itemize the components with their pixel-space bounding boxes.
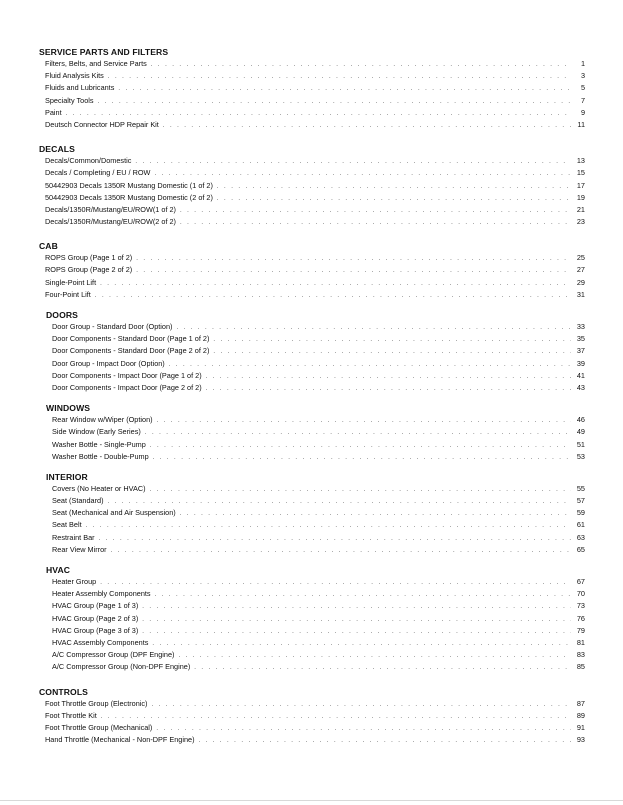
toc-entry[interactable] bbox=[46, 544, 585, 556]
toc-entry[interactable] bbox=[46, 414, 585, 426]
toc-entry-label: Foot Throttle Group (Electronic) bbox=[45, 698, 148, 708]
dot-leader bbox=[163, 120, 571, 132]
toc-entry-page-number: 5 bbox=[580, 83, 585, 93]
toc-entry[interactable] bbox=[46, 600, 585, 612]
toc-entry-page-number: 51 bbox=[576, 439, 585, 449]
toc-entry-label: A/C Compressor Group (DPF Engine) bbox=[52, 650, 175, 660]
toc-entry[interactable] bbox=[46, 532, 585, 544]
toc-entry-page-number: 65 bbox=[576, 544, 585, 554]
toc-entry[interactable] bbox=[39, 204, 585, 216]
toc-entry-label: A/C Compressor Group (Non-DPF Engine) bbox=[52, 662, 191, 672]
section-title: DECALS bbox=[39, 144, 75, 155]
toc-entry[interactable] bbox=[46, 451, 585, 463]
toc-entry-page-number: 21 bbox=[576, 204, 585, 214]
toc-subsection bbox=[46, 402, 585, 463]
dot-leader bbox=[199, 735, 571, 747]
toc-entry-label: 50442903 Decals 1350R Mustang Domestic (1 of 2) bbox=[45, 180, 213, 190]
dot-leader bbox=[111, 545, 571, 557]
toc-section bbox=[39, 686, 585, 747]
toc-entry[interactable] bbox=[39, 216, 585, 228]
page-bottom-rule bbox=[0, 800, 623, 801]
toc-entry-label: Decals/Common/Domestic bbox=[45, 156, 132, 166]
toc-entry-label: Hand Throttle (Mechanical - Non-DPF Engine) bbox=[45, 735, 195, 745]
toc-entry-label: Heater Group bbox=[52, 577, 97, 586]
toc-entry-label: Fluids and Lubricants bbox=[45, 83, 115, 93]
dot-leader bbox=[206, 383, 571, 395]
toc-entry-label: ROPS Group (Page 1 of 2) bbox=[45, 253, 133, 263]
subsection-title: HVAC bbox=[46, 565, 71, 575]
toc-entry[interactable] bbox=[39, 180, 585, 192]
toc-entry[interactable] bbox=[46, 333, 585, 345]
section-title: CONTROLS bbox=[39, 686, 89, 697]
dot-leader bbox=[95, 290, 571, 302]
toc-entry[interactable] bbox=[46, 439, 585, 451]
subsection-title: WINDOWS bbox=[46, 403, 91, 414]
toc-entry[interactable] bbox=[39, 698, 585, 710]
toc-entry[interactable] bbox=[39, 155, 585, 167]
dot-leader bbox=[194, 662, 571, 674]
toc-entry-page-number: 70 bbox=[576, 589, 585, 599]
toc-entry-label: Seat (Standard) bbox=[52, 496, 104, 506]
toc-entry[interactable] bbox=[46, 321, 585, 333]
toc-entry-page-number: 59 bbox=[576, 508, 585, 518]
toc-entry[interactable] bbox=[46, 345, 585, 357]
toc-entry-page-number: 73 bbox=[576, 601, 585, 611]
toc-entry-label: Decals/1350R/Mustang/EU/ROW(1 of 2) bbox=[45, 204, 176, 214]
toc-entry[interactable] bbox=[46, 588, 585, 600]
toc-entry-page-number: 53 bbox=[576, 451, 585, 461]
toc-entry[interactable] bbox=[39, 167, 585, 179]
toc-entry-page-number: 37 bbox=[576, 346, 585, 356]
toc-entry-label: Specialty Tools bbox=[45, 95, 94, 105]
toc-entry-page-number: 57 bbox=[576, 496, 585, 506]
toc-entry-page-number: 83 bbox=[576, 650, 585, 660]
dot-leader bbox=[153, 452, 571, 464]
toc-entry-page-number: 27 bbox=[576, 265, 585, 275]
toc-entry[interactable] bbox=[39, 722, 585, 734]
toc-entry[interactable] bbox=[39, 70, 585, 82]
toc-entry-label: Door Components - Impact Door (Page 2 of 2) bbox=[52, 382, 202, 392]
toc-entry-label: Deutsch Connector HDP Repair Kit bbox=[45, 119, 159, 129]
toc-section bbox=[39, 143, 585, 228]
toc-entry-page-number: 61 bbox=[576, 520, 585, 530]
toc-entry[interactable] bbox=[46, 625, 585, 637]
toc-entry-label: Side Window (Early Series) bbox=[52, 427, 141, 437]
toc-entry-page-number: 33 bbox=[576, 322, 585, 331]
toc-entry-label: Door Components - Standard Door (Page 1 of 2) bbox=[52, 334, 210, 344]
toc-entry[interactable] bbox=[39, 95, 585, 107]
toc-entry-page-number: 23 bbox=[576, 217, 585, 227]
toc-entry-label: Washer Bottle - Single-Pump bbox=[52, 439, 146, 449]
dot-leader bbox=[180, 217, 571, 229]
toc-entry-page-number: 25 bbox=[576, 253, 585, 263]
toc-entry-label: Rear Window w/Wiper (Option) bbox=[52, 415, 153, 425]
toc-entry-label: HVAC Group (Page 1 of 3) bbox=[52, 601, 139, 611]
toc-entry-label: HVAC Group (Page 2 of 3) bbox=[52, 613, 139, 623]
subsection-title: DOORS bbox=[46, 310, 79, 320]
toc-entry-page-number: 13 bbox=[576, 156, 585, 166]
toc-entry-label: Foot Throttle Group (Mechanical) bbox=[45, 722, 153, 732]
toc-entry-page-number: 93 bbox=[576, 735, 585, 745]
toc-entry-label: Heater Assembly Components bbox=[52, 589, 151, 599]
toc-entry-page-number: 39 bbox=[576, 358, 585, 368]
toc-entry-label: Paint bbox=[45, 107, 62, 117]
toc-entry-label: 50442903 Decals 1350R Mustang Domestic (2 of 2) bbox=[45, 192, 213, 202]
toc-entry-label: Seat Belt bbox=[52, 520, 82, 530]
toc-entry[interactable] bbox=[46, 370, 585, 382]
toc-subsection bbox=[46, 471, 585, 556]
toc-entry-page-number: 7 bbox=[580, 95, 585, 105]
toc-entry-label: Restraint Bar bbox=[52, 532, 95, 542]
toc-entry-page-number: 1 bbox=[580, 59, 585, 68]
toc-entry-page-number: 3 bbox=[580, 71, 585, 81]
toc-entry-label: Door Group - Standard Door (Option) bbox=[52, 322, 173, 331]
toc-entry[interactable] bbox=[39, 264, 585, 276]
toc-entry[interactable] bbox=[46, 426, 585, 438]
toc-entry-page-number: 67 bbox=[576, 577, 585, 586]
toc-entry[interactable] bbox=[46, 649, 585, 661]
toc-entry-label: Door Components - Impact Door (Page 1 of 2) bbox=[52, 370, 202, 380]
toc-entry[interactable] bbox=[46, 495, 585, 507]
toc-entry-label: ROPS Group (Page 2 of 2) bbox=[45, 265, 133, 275]
toc-entry-page-number: 43 bbox=[576, 382, 585, 392]
toc-entry-page-number: 81 bbox=[576, 637, 585, 647]
section-title: SERVICE PARTS AND FILTERS bbox=[39, 47, 169, 57]
toc-entry[interactable] bbox=[46, 382, 585, 394]
toc-entry[interactable] bbox=[46, 507, 585, 519]
toc-entry-page-number: 35 bbox=[576, 334, 585, 344]
toc-entry[interactable] bbox=[46, 576, 585, 588]
toc-entry-page-number: 46 bbox=[576, 415, 585, 425]
toc-entry-page-number: 87 bbox=[576, 698, 585, 708]
toc-entry-label: Rear View Mirror bbox=[52, 544, 107, 554]
toc-entry-page-number: 41 bbox=[576, 370, 585, 380]
toc-entry-label: Seat (Mechanical and Air Suspension) bbox=[52, 508, 176, 518]
toc-entry-page-number: 49 bbox=[576, 427, 585, 437]
toc-entry[interactable] bbox=[46, 519, 585, 531]
toc-entry-page-number: 15 bbox=[576, 168, 585, 178]
toc-section bbox=[39, 46, 585, 131]
toc-entry-label: Decals / Completing / EU / ROW bbox=[45, 168, 151, 178]
toc-entry[interactable] bbox=[39, 107, 585, 119]
table-of-contents bbox=[39, 46, 585, 758]
toc-entry[interactable] bbox=[39, 119, 585, 131]
toc-entry-label: Door Group - Impact Door (Option) bbox=[52, 358, 165, 368]
toc-entry-page-number: 76 bbox=[576, 613, 585, 623]
toc-entry[interactable] bbox=[46, 637, 585, 649]
toc-entry[interactable] bbox=[46, 613, 585, 625]
toc-entry[interactable] bbox=[39, 192, 585, 204]
subsection-title: INTERIOR bbox=[46, 471, 88, 482]
toc-entry[interactable] bbox=[39, 58, 585, 70]
toc-entry-page-number: 9 bbox=[580, 107, 585, 117]
toc-entry-label: Foot Throttle Kit bbox=[45, 710, 97, 720]
toc-entry-label: Washer Bottle - Double-Pump bbox=[52, 451, 149, 461]
toc-entry-page-number: 91 bbox=[576, 722, 585, 732]
toc-entry-label: Decals/1350R/Mustang/EU/ROW(2 of 2) bbox=[45, 217, 176, 227]
toc-entry[interactable] bbox=[46, 483, 585, 495]
toc-entry-page-number: 79 bbox=[576, 625, 585, 635]
toc-entry[interactable] bbox=[46, 358, 585, 370]
toc-entry-page-number: 29 bbox=[576, 277, 585, 287]
toc-entry[interactable] bbox=[39, 734, 585, 746]
toc-entry-page-number: 85 bbox=[576, 662, 585, 672]
toc-entry-page-number: 11 bbox=[577, 119, 585, 129]
toc-entry-page-number: 55 bbox=[576, 483, 585, 493]
toc-entry-page-number: 31 bbox=[576, 289, 585, 299]
toc-subsection bbox=[46, 309, 585, 394]
section-title: CAB bbox=[39, 241, 58, 252]
toc-entry-label: Door Components - Standard Door (Page 2 of 2) bbox=[52, 346, 210, 356]
toc-entry-label: Covers (No Heater or HVAC) bbox=[52, 483, 146, 493]
toc-entry[interactable] bbox=[39, 289, 585, 301]
toc-entry-page-number: 63 bbox=[576, 532, 585, 542]
toc-entry-page-number: 89 bbox=[576, 710, 585, 720]
toc-entry[interactable] bbox=[39, 252, 585, 264]
toc-entry-label: HVAC Group (Page 3 of 3) bbox=[52, 625, 139, 635]
toc-entry-page-number: 19 bbox=[576, 192, 585, 202]
toc-entry[interactable] bbox=[39, 710, 585, 722]
toc-entry-page-number: 17 bbox=[576, 180, 585, 190]
toc-subsection bbox=[46, 564, 585, 674]
toc-entry[interactable] bbox=[46, 661, 585, 673]
toc-entry[interactable] bbox=[39, 277, 585, 289]
toc-entry-label: Four-Point Lift bbox=[45, 289, 91, 299]
toc-entry-label: Fluid Analysis Kits bbox=[45, 71, 104, 81]
toc-entry[interactable] bbox=[39, 82, 585, 94]
toc-entry-label: Filters, Belts, and Service Parts bbox=[45, 59, 147, 68]
toc-section bbox=[39, 240, 585, 673]
toc-entry-label: Single-Point Lift bbox=[45, 277, 97, 287]
toc-entry-label: HVAC Assembly Components bbox=[52, 637, 149, 647]
